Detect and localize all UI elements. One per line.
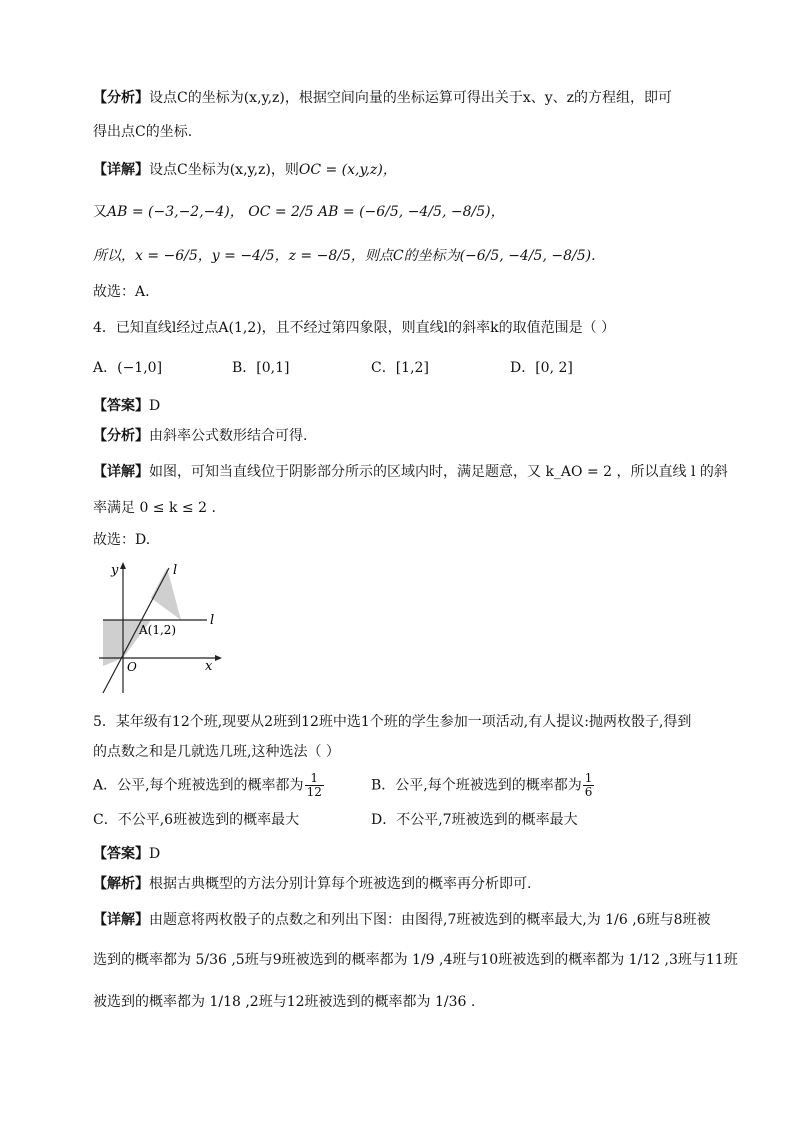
q5-detail-line-1 [93, 910, 711, 930]
fig-l2-label: l [210, 613, 215, 628]
q3-analysis-line-1 [93, 88, 672, 108]
fraction-denominator: 12 [306, 785, 322, 799]
answer-tag: 【答案】 [93, 398, 149, 414]
q5-option-a-fraction [305, 772, 324, 799]
q3-detail-line-1 [93, 160, 397, 180]
q5-answer-line [93, 844, 160, 864]
analysis-tag: 【分析】 [93, 428, 149, 444]
q3-detail-text-3a: 所以，x = −6/5，y = −4/5，z = −8/5，则点C的坐标为 [93, 248, 460, 264]
fig-x-label: x [205, 659, 213, 674]
fig-y-label: y [111, 563, 119, 578]
fraction-numerator: 1 [584, 771, 593, 785]
answer-tag: 【答案】 [93, 846, 149, 862]
detail-tag: 【详解】 [93, 162, 149, 178]
q5-option-b-text: B．公平,每个班被选到的概率都为 [371, 777, 582, 794]
q3-choose: 故选：A. [93, 284, 150, 300]
q3-analysis-line-2: 得出点C的坐标. [93, 124, 193, 140]
q5-option-c: C．不公平,6班被选到的概率最大 [93, 812, 300, 828]
q5-detail-text-1: 由题意将两枚骰子的点数之和列出下图：由图得,7班被选到的概率最大,为 1/6 ,6班与8班被 [149, 912, 711, 928]
q5-detail-line-2: 选到的概率都为 5/36 ,5班与9班被选到的概率都为 1/9 ,4班与10班被选到的概率都为 1/12 ,3班与11班 [93, 952, 738, 968]
q3-analysis-text-1: 设点C的坐标为(x,y,z)，根据空间向量的坐标运算可得出关于x、y、z的方程组，即可 [149, 90, 673, 106]
q5-option-a-text: A．公平,每个班被选到的概率都为 [93, 777, 304, 794]
q4-choose: 故选：D. [93, 532, 151, 548]
q4-detail-line-1 [93, 462, 728, 482]
q4-detail-line-2: 率满足 0 ≤ k ≤ 2 . [93, 500, 216, 516]
detail-tag: 【详解】 [93, 464, 149, 480]
q4-option-a: A．(−1,0] [93, 360, 163, 376]
q4-option-b: B．[0,1] [232, 360, 290, 376]
q4-analysis: 由斜率公式数形结合可得. [149, 428, 308, 444]
q5-stem-line-1: 5．某年级有12个班,现要从2班到12班中选1个班的学生参加一项活动,有人提议:抛两枚骰子,得到 [93, 714, 692, 730]
q5-option-b [371, 772, 595, 799]
q5-option-b-fraction [583, 772, 595, 799]
q4-figure [95, 558, 225, 698]
q3-detail-text-2a: 又 [93, 204, 107, 220]
q5-stem-line-2: 的点数之和是几就选几班,这种选法（ ） [93, 744, 340, 760]
q4-detail-text-1: 如图，可知当直线位于阴影部分所示的区域内时，满足题意，又 k_AO = 2 ，所以直线 l 的斜 [149, 464, 728, 480]
q5-answer: D [149, 846, 161, 862]
q3-detail-line-2 [93, 202, 505, 222]
q4-answer-line [93, 396, 160, 416]
q4-analysis-line [93, 426, 307, 446]
x-axis-arrow [215, 655, 222, 661]
analysis-tag: 【分析】 [93, 90, 149, 106]
q3-detail-line-3 [93, 246, 596, 266]
q4-option-c: C．[1,2] [371, 360, 429, 376]
q5-option-d: D．不公平,7班被选到的概率最大 [371, 812, 578, 828]
q3-detail-vector-oc-eq: OC = 2/5 AB = (−6/5, −4/5, −8/5)， [248, 204, 505, 220]
detail-tag: 【详解】 [93, 912, 149, 928]
fig-l1-label: l [173, 563, 178, 578]
q5-option-a [93, 772, 325, 799]
y-axis-arrow [120, 562, 126, 569]
fig-point-a-label: A(1,2) [139, 623, 177, 637]
q5-analysis-line [93, 874, 531, 894]
q3-detail-vector-oc: OC = (x,y,z)， [298, 162, 397, 178]
q5-detail-line-3: 被选到的概率都为 1/18 ,2班与12班被选到的概率都为 1/36 . [93, 994, 476, 1010]
q3-detail-vector-ab: AB = (−3,−2,−4)， [107, 204, 244, 220]
q3-detail-text-1a: 设点C坐标为(x,y,z)，则 [149, 162, 299, 178]
analysis-tag: 【解析】 [93, 876, 149, 892]
fraction-numerator: 1 [305, 772, 324, 786]
q3-detail-coords: (−6/5, −4/5, −8/5). [459, 248, 596, 264]
q4-answer: D [149, 398, 161, 414]
q5-analysis: 根据古典概型的方法分别计算每个班被选到的概率再分析即可. [149, 876, 532, 892]
fig-origin-label: O [127, 660, 137, 674]
q4-stem: 4．已知直线l经过点A(1,2)，且不经过第四象限，则直线l的斜率k的取值范围是（ ） [93, 320, 616, 336]
fraction-denominator: 6 [584, 785, 593, 799]
q4-option-d: D．[0, 2] [510, 360, 573, 376]
